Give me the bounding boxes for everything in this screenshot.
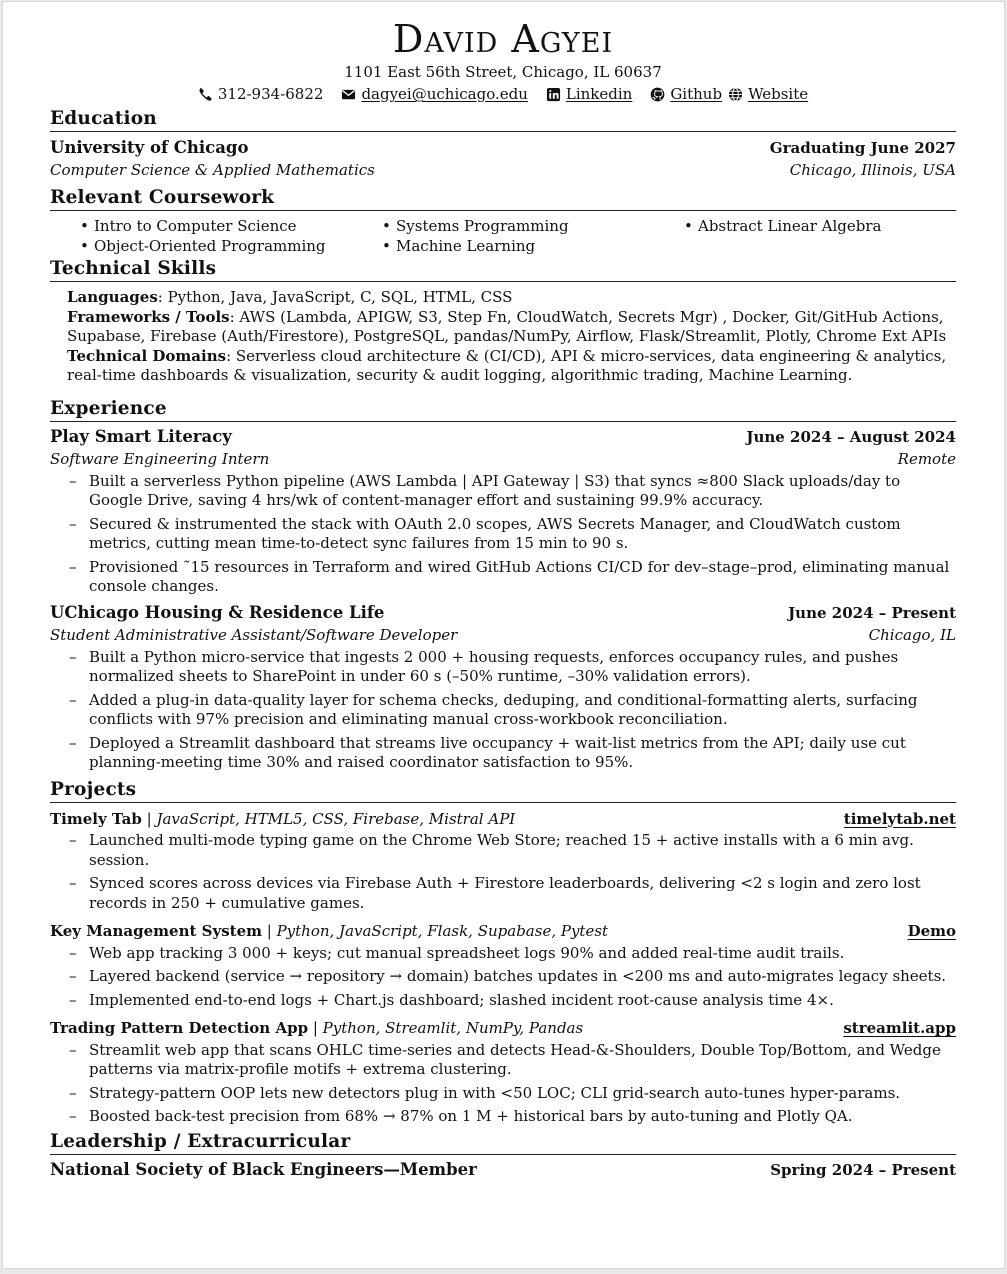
project-title-line: Timely Tab | JavaScript, HTML5, CSS, Firebase, Mistral API	[50, 809, 516, 828]
email-link[interactable]: dagyei@uchicago.edu	[361, 85, 528, 103]
job-entry	[50, 427, 956, 597]
phone-contact	[198, 84, 324, 104]
project-name: Trading Pattern Detection App	[50, 1019, 309, 1037]
job-bullets	[50, 648, 956, 773]
project-header	[50, 922, 956, 942]
bullet-item: – Boosted back-test precision from 68% → 87% on 1 M + historical bars by auto-tuning and Plotly QA.	[89, 1107, 956, 1127]
project-entry	[50, 922, 956, 1010]
course-item: • Abstract Linear Algebra	[682, 217, 958, 237]
course-item: • Machine Learning	[380, 237, 682, 257]
project-bullets	[50, 831, 956, 913]
job-location: Remote	[897, 450, 956, 468]
bullet-item: – Secured & instrumented the stack with OAuth 2.0 scopes, AWS Secrets Manager, and CloudWatch custom metrics, cutting mean time-to-detect sync failures from 15 min to 90 s.	[89, 515, 956, 554]
languages-label: Languages	[67, 288, 158, 306]
github-link[interactable]: Github	[670, 85, 723, 103]
project-bullets	[50, 944, 956, 1011]
envelope-icon	[341, 87, 356, 102]
bullet-item: – Layered backend (service → repository → domain) batches updates in <200 ms and auto-migrates legacy sheets.	[89, 967, 956, 987]
experience-heading: Experience	[50, 398, 956, 422]
github-icon	[650, 87, 665, 102]
project-name: Timely Tab	[50, 809, 142, 828]
domains-label: Technical Domains	[67, 346, 227, 365]
linkedin-icon	[546, 87, 561, 102]
project-tech: Python, Streamlit, NumPy, Pandas	[322, 1019, 584, 1037]
website-contact[interactable]	[728, 84, 808, 104]
website-link[interactable]: Website	[748, 85, 809, 103]
job-date: June 2024 – Present	[788, 603, 956, 622]
candidate-name: David Agyei	[392, 17, 614, 61]
project-name: Key Management System	[50, 922, 262, 940]
project-entry	[50, 1019, 956, 1127]
bullet-item: – Added a plug-in data-quality layer for schema checks, deduping, and conditional-formatting alerts, surfacing conflicts with 97% precision and eliminating manual cross-workbook reconciliation.	[89, 691, 956, 730]
bullet-item: – Strategy-pattern OOP lets new detectors plug in with <50 LOC; CLI grid-search auto-tunes hyper-params.	[89, 1084, 956, 1104]
address: 1101 East 56th Street, Chicago, IL 60637	[344, 63, 662, 81]
leadership-row	[50, 1160, 956, 1181]
job-subheader	[50, 626, 956, 646]
project-link[interactable]: Demo	[907, 922, 956, 940]
phone-icon	[198, 87, 213, 102]
education-subrow	[50, 161, 956, 181]
project-link[interactable]: streamlit.app	[843, 1019, 956, 1037]
contact-bar	[50, 84, 956, 104]
job-role: Software Engineering Intern	[50, 450, 270, 468]
project-link[interactable]: timelytab.net	[843, 809, 956, 828]
school-name: University of Chicago	[50, 138, 249, 157]
bullet-item: – Built a Python micro-service that ingests 2 000 + housing requests, enforces occupancy rules, and pushes normalized sheets to SharePoint in under 60 s (–50% runtime, –30% validation errors).	[89, 648, 956, 687]
skills-heading: Technical Skills	[50, 258, 956, 282]
linkedin-link[interactable]: Linkedin	[565, 85, 633, 103]
leadership-org: National Society of Black Engineers—Member	[50, 1159, 477, 1179]
resume-page	[2, 1, 1005, 1269]
projects-heading: Projects	[50, 779, 956, 803]
job-location: Chicago, IL	[868, 626, 956, 644]
job-bullets	[50, 472, 956, 597]
job-entry	[50, 603, 956, 773]
project-header	[50, 1019, 956, 1039]
bullet-item: – Provisioned ˜15 resources in Terraform and wired GitHub Actions CI/CD for dev–stage–prod, eliminating manual console changes.	[89, 558, 956, 597]
job-header	[50, 427, 956, 448]
leadership-heading: Leadership / Extracurricular	[50, 1131, 956, 1155]
skills-languages	[67, 288, 956, 308]
bullet-item: – Deployed a Streamlit dashboard that streams live occupancy + wait-list metrics from the API; daily use cut planning-meeting time 30% and raised coordinator satisfaction to 95%.	[89, 734, 956, 773]
languages-value: : Python, Java, JavaScript, C, SQL, HTML, CSS	[157, 288, 513, 306]
skills-domains	[67, 347, 956, 386]
coursework-list	[50, 217, 956, 256]
bullet-item: – Implemented end-to-end logs + Chart.js dashboard; slashed incident root-cause analysis time 4×.	[89, 991, 956, 1011]
degree: Computer Science & Applied Mathematics	[50, 160, 375, 179]
frameworks-value: : AWS (Lambda, APIGW, S3, Step Fn, CloudWatch, Secrets Mgr) , Docker, Git/GitHub Actions, Supabase, Firebase (Auth/Firestore), PostgreSQL, pandas/NumPy, Airflow, Flask/Streamlit, Plotly, Chrome Ext APIs	[67, 307, 947, 345]
bullet-item: – Launched multi-mode typing game on the Chrome Web Store; reached 15 + active installs with a 6 min avg. session.	[89, 831, 956, 870]
course-item: • Intro to Computer Science	[78, 217, 380, 237]
project-bullets	[50, 1041, 956, 1127]
bullet-item: – Web app tracking 3 000 + keys; cut manual spreadsheet logs 90% and added real-time audit trails.	[89, 944, 956, 964]
linkedin-contact[interactable]	[546, 84, 632, 104]
project-entry	[50, 810, 956, 914]
coursework-heading: Relevant Coursework	[50, 187, 956, 211]
github-contact[interactable]	[650, 84, 722, 104]
frameworks-label: Frameworks / Tools	[67, 307, 230, 326]
email-contact[interactable]	[341, 84, 527, 104]
project-tech: JavaScript, HTML5, CSS, Firebase, Mistral API	[156, 809, 516, 828]
job-subheader	[50, 450, 956, 470]
job-org: Play Smart Literacy	[50, 426, 232, 446]
domains-value: : Serverless cloud architecture & (CI/CD), API & micro-services, data engineering & analytics, real-time dashboards & visualization, security & audit logging, algorithmic trading, Machine Learning.	[67, 346, 947, 384]
graduation-date: Graduating June 2027	[769, 139, 956, 157]
globe-icon	[728, 87, 743, 102]
leadership-date: Spring 2024 – Present	[770, 1160, 956, 1179]
project-tech: Python, JavaScript, Flask, Supabase, Pytest	[276, 922, 609, 940]
project-header	[50, 810, 956, 830]
bullet-item: – Streamlit web app that scans OHLC time-series and detects Head-&-Shoulders, Double Top/Bottom, and Wedge patterns via matrix-profile motifs + extrema clustering.	[89, 1041, 956, 1080]
bullet-item: – Built a serverless Python pipeline (AWS Lambda | API Gateway | S3) that syncs ≈800 Slack uploads/day to Google Drive, saving 4 hrs/wk of content-manager effort and sustaining 99.9% accuracy.	[89, 472, 956, 511]
job-org: UChicago Housing & Residence Life	[50, 602, 385, 622]
course-item: • Object-Oriented Programming	[78, 237, 380, 257]
bullet-item: – Synced scores across devices via Firebase Auth + Firestore leaderboards, delivering <2 s login and zero lost records in 250 + cumulative games.	[89, 874, 956, 913]
project-title-line: Trading Pattern Detection App | Python, Streamlit, NumPy, Pandas	[50, 1019, 584, 1037]
course-item: • Systems Programming	[380, 217, 682, 237]
education-heading: Education	[50, 108, 956, 132]
skills-block	[50, 288, 956, 386]
school-location: Chicago, Illinois, USA	[789, 160, 956, 179]
project-title-line: Key Management System | Python, JavaScript, Flask, Supabase, Pytest	[50, 922, 609, 940]
resume-content	[50, 18, 956, 1180]
phone-number: 312-934-6822	[217, 85, 324, 103]
skills-frameworks	[67, 308, 956, 347]
job-role: Student Administrative Assistant/Software Developer	[50, 626, 458, 644]
education-row	[50, 138, 956, 159]
job-header	[50, 603, 956, 624]
job-date: June 2024 – August 2024	[746, 427, 956, 446]
